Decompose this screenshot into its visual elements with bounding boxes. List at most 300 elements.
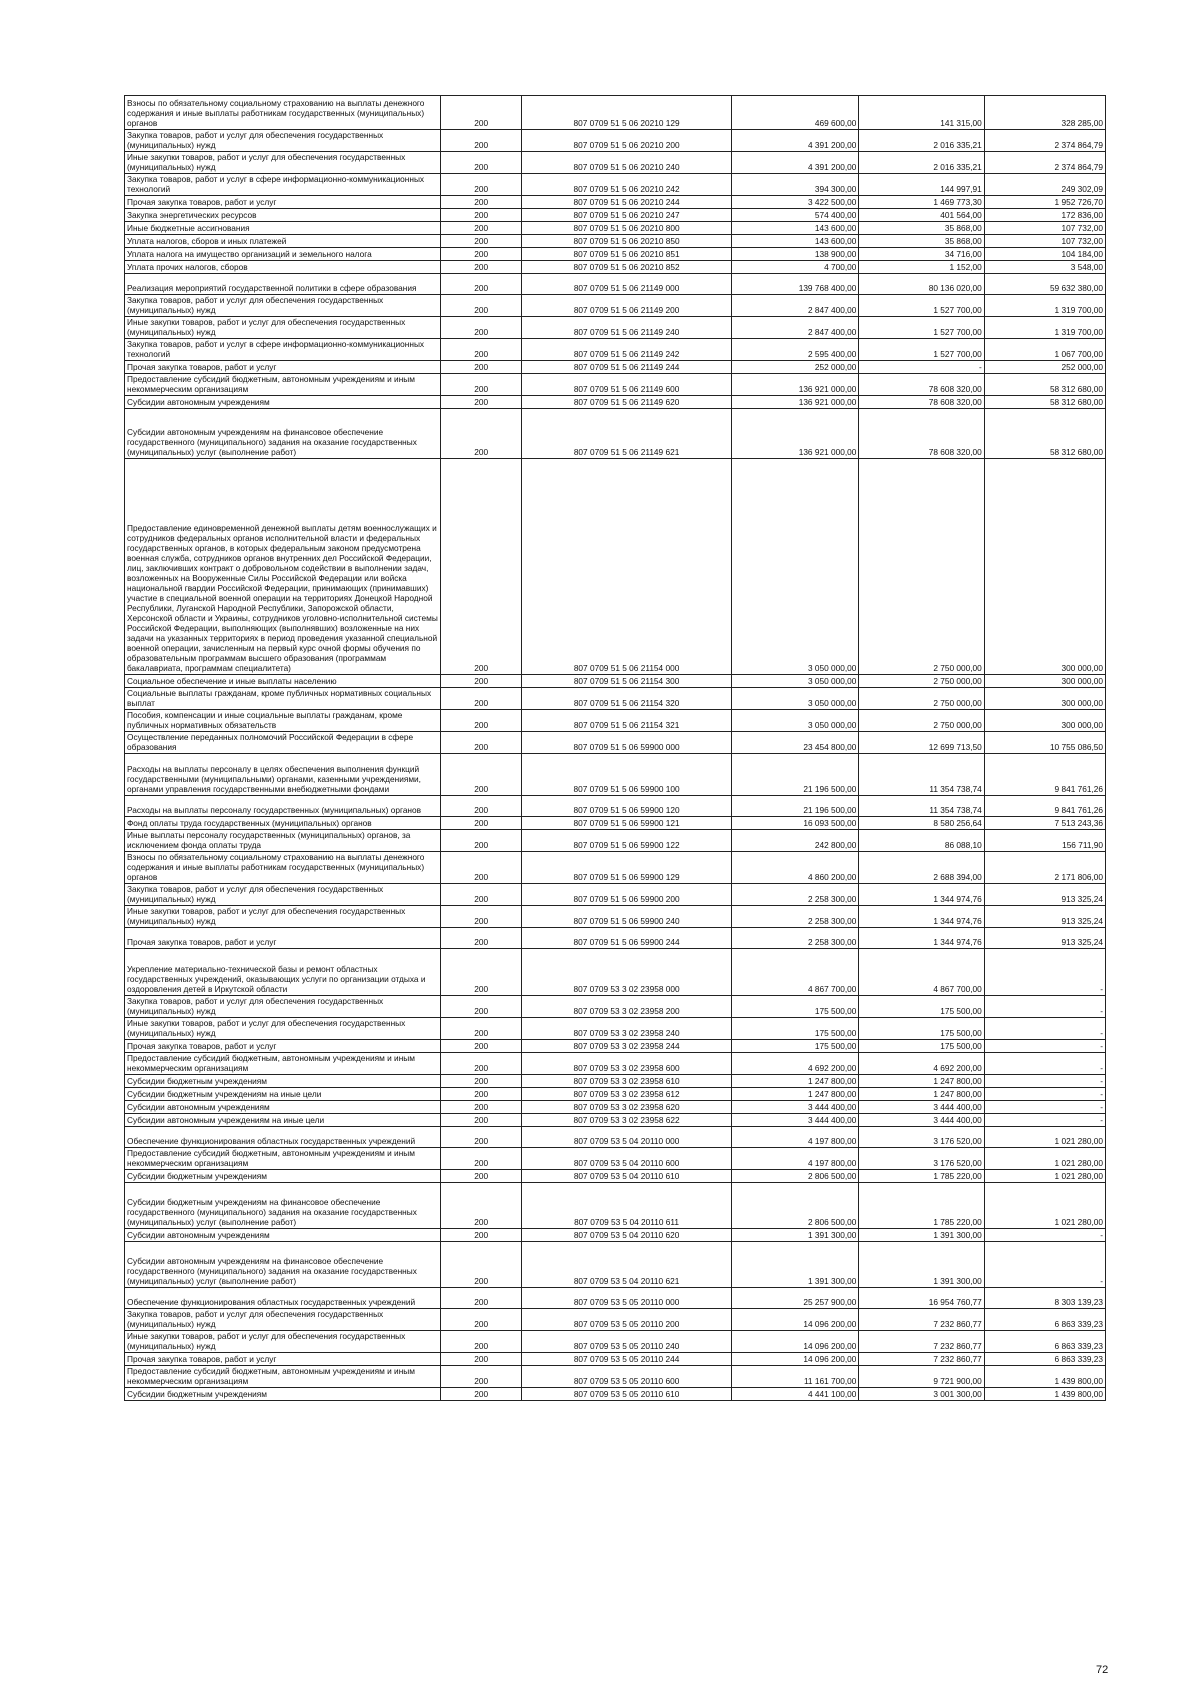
- budget-code-cell: 807 0709 53 5 05 20110 000: [522, 1288, 732, 1309]
- table-row: [125, 274, 1106, 295]
- item-name-cell: Иные закупки товаров, работ и услуг для обеспечения государственных (муниципальных) нужд: [125, 152, 441, 174]
- item-name-cell: Прочая закупка товаров, работ и услуг: [125, 1353, 441, 1366]
- item-name-cell: Прочая закупка товаров, работ и услуг: [125, 928, 441, 949]
- budget-code-cell: 807 0709 51 5 06 59900 200: [522, 884, 732, 906]
- approved-amount-cell: 3 444 400,00: [731, 1114, 858, 1127]
- table-row: [125, 884, 1106, 906]
- executed-amount-cell: 3 444 400,00: [859, 1114, 984, 1127]
- line-code-cell: 200: [441, 688, 522, 710]
- unexecuted-amount-cell: -: [984, 949, 1105, 996]
- item-name-cell: Субсидии автономным учреждениям на финансовое обеспечение государственного (муниципального) задания на оказание государственных (муниципальных) услуг (выполнение работ): [125, 409, 441, 459]
- approved-amount-cell: 1 391 300,00: [731, 1229, 858, 1242]
- approved-amount-cell: 4 700,00: [731, 261, 858, 274]
- executed-amount-cell: 1 527 700,00: [859, 317, 984, 339]
- executed-amount-cell: 2 750 000,00: [859, 688, 984, 710]
- approved-amount-cell: 138 900,00: [731, 248, 858, 261]
- budget-code-cell: 807 0709 51 5 06 59900 000: [522, 732, 732, 754]
- unexecuted-amount-cell: 7 513 243,36: [984, 817, 1105, 830]
- unexecuted-amount-cell: 300 000,00: [984, 710, 1105, 732]
- budget-code-cell: 807 0709 51 5 06 21149 000: [522, 274, 732, 295]
- line-code-cell: 200: [441, 1040, 522, 1053]
- executed-amount-cell: 2 688 394,00: [859, 852, 984, 884]
- line-code-cell: 200: [441, 295, 522, 317]
- table-row: [125, 1148, 1106, 1170]
- item-name-cell: Закупка товаров, работ и услуг в сфере информационно-коммуникационных технологий: [125, 339, 441, 361]
- item-name-cell: Субсидии бюджетным учреждениям: [125, 1388, 441, 1401]
- line-code-cell: 200: [441, 1101, 522, 1114]
- line-code-cell: 200: [441, 459, 522, 675]
- budget-code-cell: 807 0709 53 3 02 23958 612: [522, 1088, 732, 1101]
- table-row: [125, 996, 1106, 1018]
- line-code-cell: 200: [441, 817, 522, 830]
- budget-code-cell: 807 0709 51 5 06 20210 850: [522, 235, 732, 248]
- line-code-cell: 200: [441, 906, 522, 928]
- item-name-cell: Расходы на выплаты персоналу в целях обеспечения выполнения функций государственными (муниципальными) органами, казенными учреждениями, органами управления государственными внебюджетными фондами: [125, 754, 441, 796]
- budget-code-cell: 807 0709 53 5 04 20110 000: [522, 1127, 732, 1148]
- line-code-cell: 200: [441, 274, 522, 295]
- page-number: 72: [1096, 1664, 1109, 1676]
- approved-amount-cell: 11 161 700,00: [731, 1366, 858, 1388]
- executed-amount-cell: 78 608 320,00: [859, 396, 984, 409]
- executed-amount-cell: 1 344 974,76: [859, 906, 984, 928]
- item-name-cell: Субсидии автономным учреждениям: [125, 1229, 441, 1242]
- table-row: [125, 1242, 1106, 1288]
- line-code-cell: 200: [441, 1366, 522, 1388]
- approved-amount-cell: 21 196 500,00: [731, 754, 858, 796]
- item-name-cell: Иные выплаты персоналу государственных (муниципальных) органов, за исключением фонда оплаты труда: [125, 830, 441, 852]
- item-name-cell: Иные закупки товаров, работ и услуг для обеспечения государственных (муниципальных) нужд: [125, 906, 441, 928]
- approved-amount-cell: 3 050 000,00: [731, 459, 858, 675]
- executed-amount-cell: 2 016 335,21: [859, 152, 984, 174]
- budget-code-cell: 807 0709 53 3 02 23958 200: [522, 996, 732, 1018]
- table-row: [125, 949, 1106, 996]
- budget-code-cell: 807 0709 53 3 02 23958 244: [522, 1040, 732, 1053]
- budget-code-cell: 807 0709 51 5 06 20210 129: [522, 96, 732, 130]
- unexecuted-amount-cell: -: [984, 1114, 1105, 1127]
- approved-amount-cell: 2 847 400,00: [731, 317, 858, 339]
- item-name-cell: Уплата налога на имущество организаций и земельного налога: [125, 248, 441, 261]
- executed-amount-cell: 3 176 520,00: [859, 1127, 984, 1148]
- approved-amount-cell: 14 096 200,00: [731, 1353, 858, 1366]
- executed-amount-cell: 401 564,00: [859, 209, 984, 222]
- line-code-cell: 200: [441, 1388, 522, 1401]
- table-row: [125, 196, 1106, 209]
- item-name-cell: Обеспечение функционирования областных государственных учреждений: [125, 1127, 441, 1148]
- line-code-cell: 200: [441, 1353, 522, 1366]
- table-row: [125, 374, 1106, 396]
- budget-code-cell: 807 0709 51 5 06 21149 240: [522, 317, 732, 339]
- budget-code-cell: 807 0709 51 5 06 21154 320: [522, 688, 732, 710]
- approved-amount-cell: 4 867 700,00: [731, 949, 858, 996]
- unexecuted-amount-cell: -: [984, 996, 1105, 1018]
- approved-amount-cell: 3 050 000,00: [731, 688, 858, 710]
- budget-code-cell: 807 0709 53 5 04 20110 610: [522, 1170, 732, 1183]
- executed-amount-cell: 175 500,00: [859, 996, 984, 1018]
- unexecuted-amount-cell: 58 312 680,00: [984, 374, 1105, 396]
- executed-amount-cell: 4 692 200,00: [859, 1053, 984, 1075]
- unexecuted-amount-cell: 1 021 280,00: [984, 1170, 1105, 1183]
- table-row: [125, 1075, 1106, 1088]
- approved-amount-cell: 1 247 800,00: [731, 1088, 858, 1101]
- line-code-cell: 200: [441, 996, 522, 1018]
- budget-code-cell: 807 0709 51 5 06 59900 240: [522, 906, 732, 928]
- budget-execution-table: [124, 95, 1106, 1401]
- unexecuted-amount-cell: 1 319 700,00: [984, 317, 1105, 339]
- table-row: [125, 1388, 1106, 1401]
- budget-code-cell: 807 0709 51 5 06 59900 100: [522, 754, 732, 796]
- line-code-cell: 200: [441, 852, 522, 884]
- approved-amount-cell: 3 422 500,00: [731, 196, 858, 209]
- item-name-cell: Расходы на выплаты персоналу государственных (муниципальных) органов: [125, 796, 441, 817]
- unexecuted-amount-cell: -: [984, 1018, 1105, 1040]
- table-row: [125, 339, 1106, 361]
- executed-amount-cell: 1 391 300,00: [859, 1229, 984, 1242]
- item-name-cell: Закупка товаров, работ и услуг для обеспечения государственных (муниципальных) нужд: [125, 884, 441, 906]
- line-code-cell: 200: [441, 1229, 522, 1242]
- line-code-cell: 200: [441, 1183, 522, 1229]
- line-code-cell: 200: [441, 396, 522, 409]
- line-code-cell: 200: [441, 1242, 522, 1288]
- budget-code-cell: 807 0709 53 3 02 23958 610: [522, 1075, 732, 1088]
- item-name-cell: Предоставление субсидий бюджетным, автономным учреждениям и иным некоммерческим организациям: [125, 374, 441, 396]
- table-row: [125, 1170, 1106, 1183]
- line-code-cell: 200: [441, 754, 522, 796]
- table-row: [125, 1053, 1106, 1075]
- unexecuted-amount-cell: 2 374 864,79: [984, 152, 1105, 174]
- executed-amount-cell: 86 088,10: [859, 830, 984, 852]
- item-name-cell: Взносы по обязательному социальному страхованию на выплаты денежного содержания и иные выплаты работникам государственных (муниципальных) органов: [125, 96, 441, 130]
- unexecuted-amount-cell: 58 312 680,00: [984, 409, 1105, 459]
- item-name-cell: Иные закупки товаров, работ и услуг для обеспечения государственных (муниципальных) нужд: [125, 317, 441, 339]
- line-code-cell: 200: [441, 174, 522, 196]
- table-body: [125, 96, 1106, 1401]
- unexecuted-amount-cell: 913 325,24: [984, 884, 1105, 906]
- unexecuted-amount-cell: 252 000,00: [984, 361, 1105, 374]
- approved-amount-cell: 4 197 800,00: [731, 1127, 858, 1148]
- approved-amount-cell: 2 258 300,00: [731, 906, 858, 928]
- budget-code-cell: 807 0709 53 3 02 23958 620: [522, 1101, 732, 1114]
- executed-amount-cell: 11 354 738,74: [859, 754, 984, 796]
- approved-amount-cell: 139 768 400,00: [731, 274, 858, 295]
- table-row: [125, 710, 1106, 732]
- item-name-cell: Субсидии автономным учреждениям: [125, 396, 441, 409]
- unexecuted-amount-cell: 913 325,24: [984, 928, 1105, 949]
- item-name-cell: Реализация мероприятий государственной политики в сфере образования: [125, 274, 441, 295]
- budget-code-cell: 807 0709 53 5 05 20110 244: [522, 1353, 732, 1366]
- budget-code-cell: 807 0709 51 5 06 21154 300: [522, 675, 732, 688]
- table-row: [125, 261, 1106, 274]
- approved-amount-cell: 16 093 500,00: [731, 817, 858, 830]
- budget-code-cell: 807 0709 51 5 06 59900 121: [522, 817, 732, 830]
- line-code-cell: 200: [441, 675, 522, 688]
- line-code-cell: 200: [441, 152, 522, 174]
- table-row: [125, 248, 1106, 261]
- line-code-cell: 200: [441, 1075, 522, 1088]
- budget-code-cell: 807 0709 53 5 04 20110 611: [522, 1183, 732, 1229]
- approved-amount-cell: 3 444 400,00: [731, 1101, 858, 1114]
- unexecuted-amount-cell: 1 952 726,70: [984, 196, 1105, 209]
- unexecuted-amount-cell: 6 863 339,23: [984, 1353, 1105, 1366]
- line-code-cell: 200: [441, 339, 522, 361]
- line-code-cell: 200: [441, 1114, 522, 1127]
- item-name-cell: Субсидии бюджетным учреждениям: [125, 1075, 441, 1088]
- unexecuted-amount-cell: 8 303 139,23: [984, 1288, 1105, 1309]
- budget-code-cell: 807 0709 53 3 02 23958 240: [522, 1018, 732, 1040]
- budget-code-cell: 807 0709 51 5 06 21149 620: [522, 396, 732, 409]
- unexecuted-amount-cell: -: [984, 1088, 1105, 1101]
- approved-amount-cell: 2 806 500,00: [731, 1170, 858, 1183]
- item-name-cell: Взносы по обязательному социальному страхованию на выплаты денежного содержания и иные выплаты работникам государственных (муниципальных) органов: [125, 852, 441, 884]
- item-name-cell: Укрепление материально-технической базы и ремонт областных государственных учреждений, оказывающих услуги по организации отдыха и оздоровления детей в Иркутской области: [125, 949, 441, 996]
- unexecuted-amount-cell: 6 863 339,23: [984, 1309, 1105, 1331]
- line-code-cell: 200: [441, 1018, 522, 1040]
- budget-code-cell: 807 0709 53 5 04 20110 600: [522, 1148, 732, 1170]
- item-name-cell: Субсидии бюджетным учреждениям на иные цели: [125, 1088, 441, 1101]
- executed-amount-cell: 78 608 320,00: [859, 409, 984, 459]
- table-row: [125, 459, 1106, 675]
- table-row: [125, 817, 1106, 830]
- table-row: [125, 1229, 1106, 1242]
- budget-code-cell: 807 0709 51 5 06 20210 852: [522, 261, 732, 274]
- budget-code-cell: 807 0709 51 5 06 21154 321: [522, 710, 732, 732]
- table-row: [125, 1353, 1106, 1366]
- budget-code-cell: 807 0709 51 5 06 20210 242: [522, 174, 732, 196]
- unexecuted-amount-cell: 1 021 280,00: [984, 1127, 1105, 1148]
- unexecuted-amount-cell: 1 021 280,00: [984, 1183, 1105, 1229]
- approved-amount-cell: 1 391 300,00: [731, 1242, 858, 1288]
- table-row: [125, 409, 1106, 459]
- line-code-cell: 200: [441, 261, 522, 274]
- line-code-cell: 200: [441, 1331, 522, 1353]
- unexecuted-amount-cell: -: [984, 1229, 1105, 1242]
- line-code-cell: 200: [441, 374, 522, 396]
- executed-amount-cell: 7 232 860,77: [859, 1353, 984, 1366]
- approved-amount-cell: 2 258 300,00: [731, 928, 858, 949]
- table-row: [125, 96, 1106, 130]
- unexecuted-amount-cell: 6 863 339,23: [984, 1331, 1105, 1353]
- executed-amount-cell: 11 354 738,74: [859, 796, 984, 817]
- line-code-cell: 200: [441, 830, 522, 852]
- item-name-cell: Уплата налогов, сборов и иных платежей: [125, 235, 441, 248]
- item-name-cell: Закупка товаров, работ и услуг для обеспечения государственных (муниципальных) нужд: [125, 130, 441, 152]
- item-name-cell: Фонд оплаты труда государственных (муниципальных) органов: [125, 817, 441, 830]
- approved-amount-cell: 4 197 800,00: [731, 1148, 858, 1170]
- approved-amount-cell: 242 800,00: [731, 830, 858, 852]
- line-code-cell: 200: [441, 1148, 522, 1170]
- budget-code-cell: 807 0709 53 5 04 20110 621: [522, 1242, 732, 1288]
- line-code-cell: 200: [441, 1053, 522, 1075]
- budget-code-cell: 807 0709 51 5 06 21149 600: [522, 374, 732, 396]
- line-code-cell: 200: [441, 732, 522, 754]
- table-row: [125, 1366, 1106, 1388]
- approved-amount-cell: 252 000,00: [731, 361, 858, 374]
- budget-code-cell: 807 0709 51 5 06 59900 122: [522, 830, 732, 852]
- budget-code-cell: 807 0709 53 5 05 20110 600: [522, 1366, 732, 1388]
- unexecuted-amount-cell: -: [984, 1040, 1105, 1053]
- unexecuted-amount-cell: 10 755 086,50: [984, 732, 1105, 754]
- executed-amount-cell: 1 785 220,00: [859, 1183, 984, 1229]
- table-row: [125, 396, 1106, 409]
- budget-code-cell: 807 0709 51 5 06 59900 120: [522, 796, 732, 817]
- budget-code-cell: 807 0709 53 3 02 23958 000: [522, 949, 732, 996]
- executed-amount-cell: 16 954 760,77: [859, 1288, 984, 1309]
- item-name-cell: Предоставление субсидий бюджетным, автономным учреждениям и иным некоммерческим организациям: [125, 1053, 441, 1075]
- executed-amount-cell: 2 750 000,00: [859, 459, 984, 675]
- table-row: [125, 1127, 1106, 1148]
- item-name-cell: Закупка товаров, работ и услуг для обеспечения государственных (муниципальных) нужд: [125, 295, 441, 317]
- unexecuted-amount-cell: 1 021 280,00: [984, 1148, 1105, 1170]
- budget-code-cell: 807 0709 51 5 06 59900 244: [522, 928, 732, 949]
- item-name-cell: Осуществление переданных полномочий Российской Федерации в сфере образования: [125, 732, 441, 754]
- table-row: [125, 830, 1106, 852]
- item-name-cell: Закупка товаров, работ и услуг для обеспечения государственных (муниципальных) нужд: [125, 1309, 441, 1331]
- table-row: [125, 1018, 1106, 1040]
- item-name-cell: Прочая закупка товаров, работ и услуг: [125, 361, 441, 374]
- executed-amount-cell: 1 785 220,00: [859, 1170, 984, 1183]
- line-code-cell: 200: [441, 409, 522, 459]
- unexecuted-amount-cell: 107 732,00: [984, 222, 1105, 235]
- table-row: [125, 1288, 1106, 1309]
- item-name-cell: Иные бюджетные ассигнования: [125, 222, 441, 235]
- executed-amount-cell: 35 868,00: [859, 235, 984, 248]
- executed-amount-cell: 141 315,00: [859, 96, 984, 130]
- item-name-cell: Субсидии бюджетным учреждениям на финансовое обеспечение государственного (муниципального) задания на оказание государственных (муниципальных) услуг (выполнение работ): [125, 1183, 441, 1229]
- executed-amount-cell: 2 016 335,21: [859, 130, 984, 152]
- executed-amount-cell: 1 247 800,00: [859, 1075, 984, 1088]
- unexecuted-amount-cell: 9 841 761,26: [984, 796, 1105, 817]
- budget-code-cell: 807 0709 51 5 06 20210 244: [522, 196, 732, 209]
- approved-amount-cell: 469 600,00: [731, 96, 858, 130]
- executed-amount-cell: 35 868,00: [859, 222, 984, 235]
- executed-amount-cell: -: [859, 361, 984, 374]
- executed-amount-cell: 1 527 700,00: [859, 339, 984, 361]
- executed-amount-cell: 80 136 020,00: [859, 274, 984, 295]
- approved-amount-cell: 2 806 500,00: [731, 1183, 858, 1229]
- line-code-cell: 200: [441, 130, 522, 152]
- item-name-cell: Социальное обеспечение и иные выплаты населению: [125, 675, 441, 688]
- budget-code-cell: 807 0709 51 5 06 59900 129: [522, 852, 732, 884]
- unexecuted-amount-cell: 58 312 680,00: [984, 396, 1105, 409]
- line-code-cell: 200: [441, 209, 522, 222]
- unexecuted-amount-cell: 156 711,90: [984, 830, 1105, 852]
- table-row: [125, 928, 1106, 949]
- approved-amount-cell: 1 247 800,00: [731, 1075, 858, 1088]
- line-code-cell: 200: [441, 1170, 522, 1183]
- unexecuted-amount-cell: 59 632 380,00: [984, 274, 1105, 295]
- table-row: [125, 317, 1106, 339]
- unexecuted-amount-cell: 104 184,00: [984, 248, 1105, 261]
- unexecuted-amount-cell: 300 000,00: [984, 688, 1105, 710]
- executed-amount-cell: 7 232 860,77: [859, 1309, 984, 1331]
- budget-code-cell: 807 0709 53 3 02 23958 600: [522, 1053, 732, 1075]
- line-code-cell: 200: [441, 1288, 522, 1309]
- budget-code-cell: 807 0709 51 5 06 21149 244: [522, 361, 732, 374]
- budget-code-cell: 807 0709 51 5 06 21149 200: [522, 295, 732, 317]
- unexecuted-amount-cell: 1 439 800,00: [984, 1388, 1105, 1401]
- unexecuted-amount-cell: 1 319 700,00: [984, 295, 1105, 317]
- executed-amount-cell: 3 001 300,00: [859, 1388, 984, 1401]
- executed-amount-cell: 12 699 713,50: [859, 732, 984, 754]
- unexecuted-amount-cell: -: [984, 1053, 1105, 1075]
- executed-amount-cell: 1 247 800,00: [859, 1088, 984, 1101]
- line-code-cell: 200: [441, 884, 522, 906]
- line-code-cell: 200: [441, 949, 522, 996]
- budget-code-cell: 807 0709 51 5 06 20210 240: [522, 152, 732, 174]
- item-name-cell: Пособия, компенсации и иные социальные выплаты гражданам, кроме публичных нормативных обязательств: [125, 710, 441, 732]
- table-row: [125, 754, 1106, 796]
- unexecuted-amount-cell: 172 836,00: [984, 209, 1105, 222]
- item-name-cell: Предоставление субсидий бюджетным, автономным учреждениям и иным некоммерческим организациям: [125, 1148, 441, 1170]
- table-row: [125, 1088, 1106, 1101]
- item-name-cell: Иные закупки товаров, работ и услуг для обеспечения государственных (муниципальных) нужд: [125, 1331, 441, 1353]
- item-name-cell: Закупка товаров, работ и услуг в сфере информационно-коммуникационных технологий: [125, 174, 441, 196]
- executed-amount-cell: 175 500,00: [859, 1018, 984, 1040]
- executed-amount-cell: 9 721 900,00: [859, 1366, 984, 1388]
- budget-code-cell: 807 0709 51 5 06 20210 247: [522, 209, 732, 222]
- unexecuted-amount-cell: -: [984, 1075, 1105, 1088]
- item-name-cell: Субсидии автономным учреждениям на финансовое обеспечение государственного (муниципального) задания на оказание государственных (муниципальных) услуг (выполнение работ): [125, 1242, 441, 1288]
- budget-code-cell: 807 0709 53 5 05 20110 240: [522, 1331, 732, 1353]
- table-row: [125, 174, 1106, 196]
- line-code-cell: 200: [441, 222, 522, 235]
- approved-amount-cell: 4 441 100,00: [731, 1388, 858, 1401]
- unexecuted-amount-cell: 2 374 864,79: [984, 130, 1105, 152]
- unexecuted-amount-cell: 9 841 761,26: [984, 754, 1105, 796]
- table-row: [125, 675, 1106, 688]
- table-row: [125, 152, 1106, 174]
- table-row: [125, 796, 1106, 817]
- executed-amount-cell: 78 608 320,00: [859, 374, 984, 396]
- unexecuted-amount-cell: 2 171 806,00: [984, 852, 1105, 884]
- budget-code-cell: 807 0709 53 3 02 23958 622: [522, 1114, 732, 1127]
- unexecuted-amount-cell: 300 000,00: [984, 459, 1105, 675]
- unexecuted-amount-cell: -: [984, 1242, 1105, 1288]
- executed-amount-cell: 1 152,00: [859, 261, 984, 274]
- executed-amount-cell: 1 469 773,30: [859, 196, 984, 209]
- table-row: [125, 1183, 1106, 1229]
- table-row: [125, 1101, 1106, 1114]
- executed-amount-cell: 175 500,00: [859, 1040, 984, 1053]
- table-row: [125, 688, 1106, 710]
- budget-code-cell: 807 0709 51 5 06 20210 200: [522, 130, 732, 152]
- executed-amount-cell: 1 344 974,76: [859, 884, 984, 906]
- item-name-cell: Уплата прочих налогов, сборов: [125, 261, 441, 274]
- unexecuted-amount-cell: 328 285,00: [984, 96, 1105, 130]
- executed-amount-cell: 7 232 860,77: [859, 1331, 984, 1353]
- executed-amount-cell: 3 444 400,00: [859, 1101, 984, 1114]
- table-row: [125, 222, 1106, 235]
- item-name-cell: Прочая закупка товаров, работ и услуг: [125, 1040, 441, 1053]
- approved-amount-cell: 4 860 200,00: [731, 852, 858, 884]
- unexecuted-amount-cell: 1 439 800,00: [984, 1366, 1105, 1388]
- line-code-cell: 200: [441, 710, 522, 732]
- executed-amount-cell: 1 527 700,00: [859, 295, 984, 317]
- line-code-cell: 200: [441, 196, 522, 209]
- item-name-cell: Предоставление субсидий бюджетным, автономным учреждениям и иным некоммерческим организациям: [125, 1366, 441, 1388]
- budget-code-cell: 807 0709 53 5 04 20110 620: [522, 1229, 732, 1242]
- approved-amount-cell: 136 921 000,00: [731, 396, 858, 409]
- item-name-cell: Обеспечение функционирования областных государственных учреждений: [125, 1288, 441, 1309]
- budget-code-cell: 807 0709 51 5 06 20210 800: [522, 222, 732, 235]
- approved-amount-cell: 23 454 800,00: [731, 732, 858, 754]
- approved-amount-cell: 3 050 000,00: [731, 710, 858, 732]
- executed-amount-cell: 1 344 974,76: [859, 928, 984, 949]
- approved-amount-cell: 175 500,00: [731, 1040, 858, 1053]
- executed-amount-cell: 8 580 256,64: [859, 817, 984, 830]
- approved-amount-cell: 136 921 000,00: [731, 409, 858, 459]
- line-code-cell: 200: [441, 248, 522, 261]
- executed-amount-cell: 3 176 520,00: [859, 1148, 984, 1170]
